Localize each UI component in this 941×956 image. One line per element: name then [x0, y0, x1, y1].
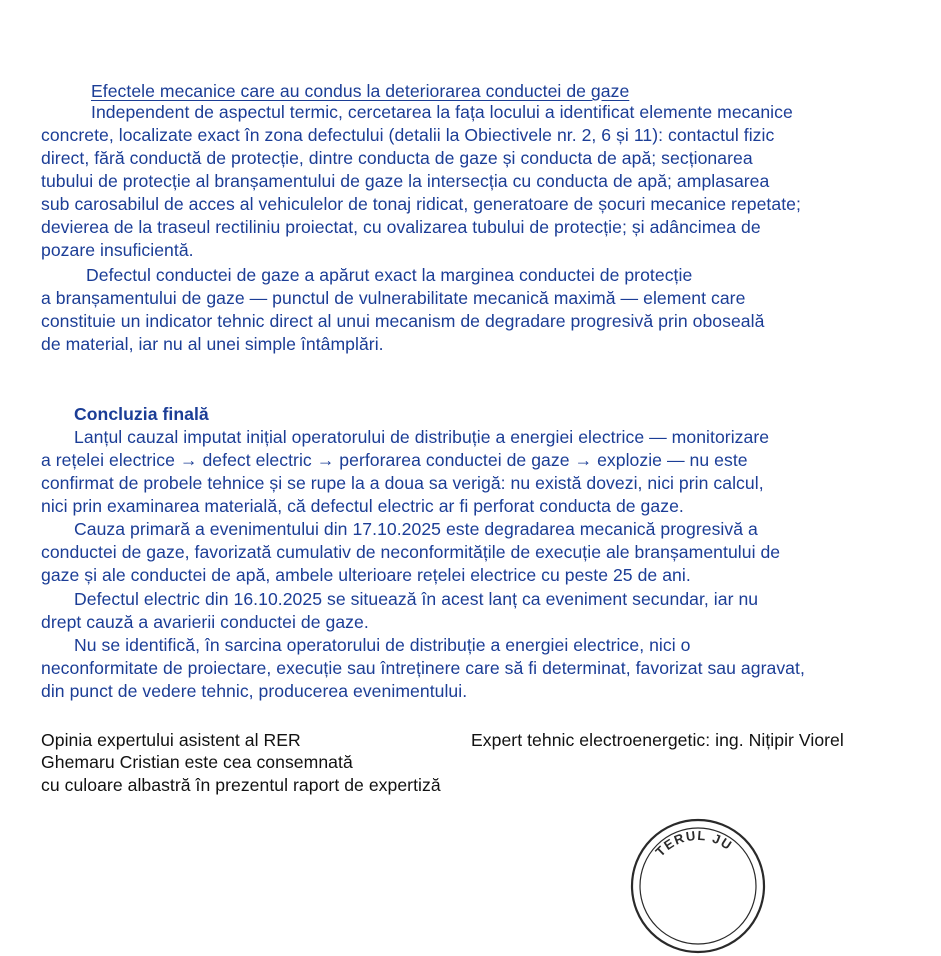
paragraph-line: direct, fără conductă de protecție, dintre conducta de gaze și conducta de apă; secționarea — [41, 148, 753, 168]
paragraph-line: Cauza primară a evenimentului din 17.10.2025 este degradarea mecanică progresivă a — [74, 519, 758, 539]
paragraph-line: pozare insuficientă. — [41, 240, 194, 260]
paragraph-line: Nu se identifică, în sarcina operatorului de distribuție a energiei electrice, nici o — [74, 635, 691, 655]
paragraph-line: Independent de aspectul termic, cercetarea la fața locului a identificat elemente mecanice — [91, 102, 793, 122]
paragraph-line: nici prin examinarea materială, că defectul electric ar fi perforat conducta de gaze. — [41, 496, 684, 516]
paragraph-line: devierea de la traseul rectiliniu proiectat, cu ovalizarea tubului de protecție; și adâncimea de — [41, 217, 761, 237]
assistant-expert-note-line: Opinia expertului asistent al RER — [41, 730, 301, 750]
paragraph-line: Defectul electric din 16.10.2025 se situează în acest lanț ca eveniment secundar, iar nu — [74, 589, 759, 609]
section-heading-conclusion: Concluzia finală — [74, 404, 209, 424]
section-heading-mechanical: Efectele mecanice care au condus la deteriorarea conductei de gaze — [91, 81, 630, 101]
paragraph-line: concrete, localizate exact în zona defectului (detalii la Obiectivele nr. 2, 6 și 11): contactul fizic — [41, 125, 775, 145]
assistant-expert-note-line: Ghemaru Cristian este cea consemnată — [41, 752, 353, 772]
paragraph-line: din punct de vedere tehnic, producerea evenimentului. — [41, 681, 468, 701]
paragraph-line: a branșamentului de gaze — punctul de vulnerabilitate mecanică maximă — element care — [41, 288, 746, 308]
paragraph-line: Lanțul cauzal imputat inițial operatorului de distribuție a energiei electrice — monitorizare — [74, 427, 770, 447]
technical-expert-signature-line: Expert tehnic electroenergetic: ing. Nițipir Viorel — [471, 730, 844, 750]
paragraph-line: de material, iar nu al unei simple întâmplări. — [41, 334, 384, 354]
paragraph-line: tubului de protecție al branșamentului de gaze la intersecția cu conducta de apă; amplasarea — [41, 171, 770, 191]
stamp-text: TERUL JU — [652, 827, 736, 860]
assistant-expert-note-line: cu culoare albastră în prezentul raport de expertiză — [41, 775, 441, 795]
paragraph-line: neconformitate de proiectare, execuție sau întreținere care să fi determinat, favorizat sau agravat, — [41, 658, 805, 678]
paragraph-line: Defectul conductei de gaze a apărut exact la marginea conductei de protecție — [86, 265, 693, 285]
paragraph-line: gaze și ale conductei de apă, ambele ulterioare rețelei electrice cu peste 25 de ani. — [41, 565, 691, 585]
paragraph-line: constituie un indicator tehnic direct al unui mecanism de degradare progresivă prin oboseală — [41, 311, 765, 331]
paragraph-line: confirmat de probele tehnice și se rupe la a doua sa verigă: nu există dovezi, nici prin calcul, — [41, 473, 764, 493]
paragraph-line: a rețelei electrice → defect electric → perforarea conductei de gaze → explozie — nu este — [41, 450, 748, 470]
paragraph-line: sub carosabilul de acces al vehiculelor de tonaj ridicat, generatoare de șocuri mecanice repetate; — [41, 194, 801, 214]
official-stamp — [628, 816, 768, 956]
paragraph-line: conductei de gaze, favorizată cumulativ de neconformitățile de execuție ale branșamentului de — [41, 542, 781, 562]
paragraph-line: drept cauză a avarierii conductei de gaze. — [41, 612, 369, 632]
